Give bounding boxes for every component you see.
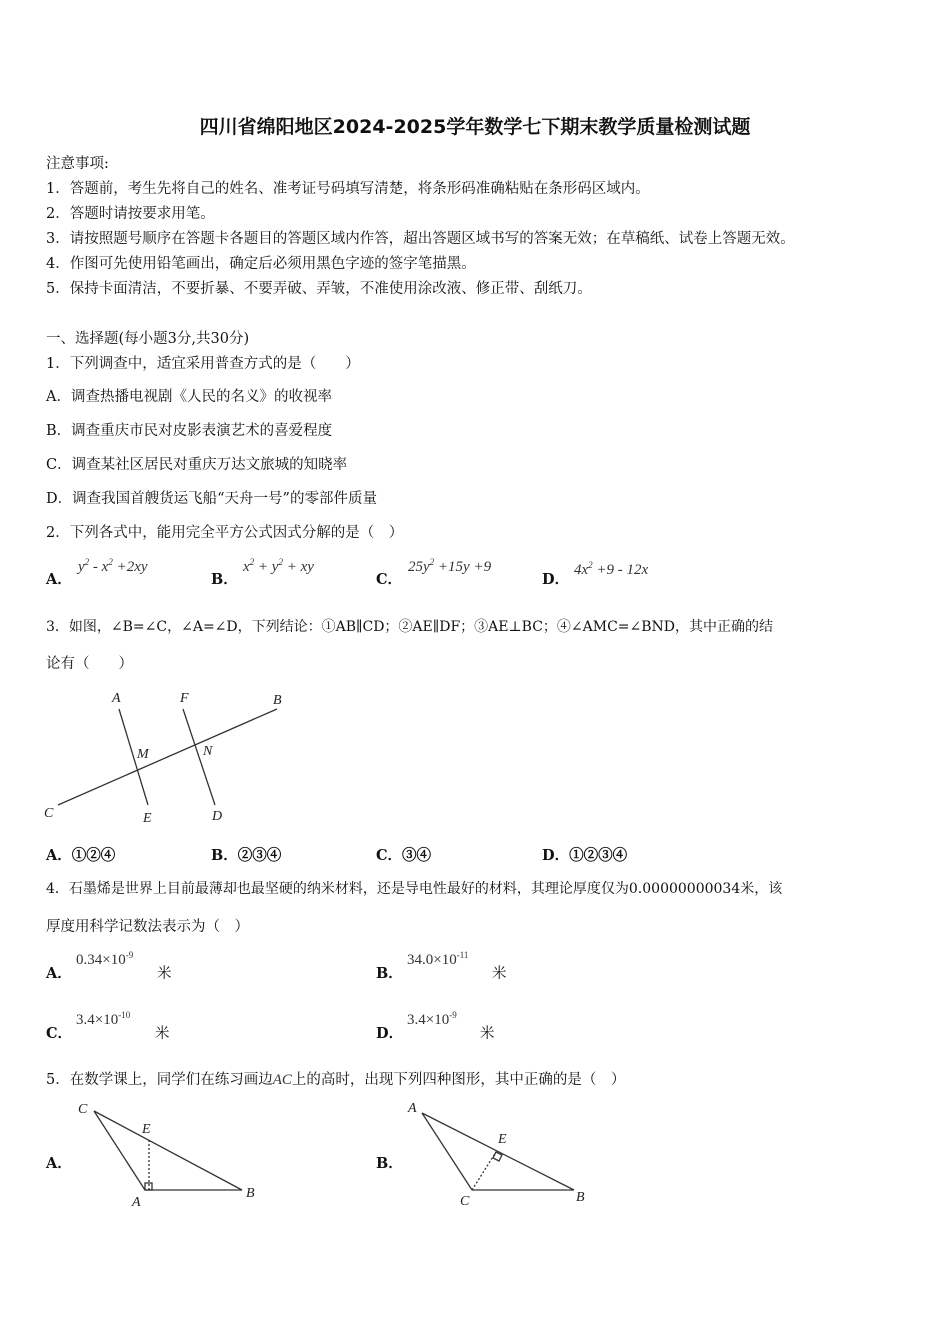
q4-expr-c: $3.4\times 10^{-10}$: [76, 1010, 131, 1028]
q1-option-b: B．调查重庆市民对皮影表演艺术的喜爱程度: [46, 423, 333, 439]
q3-figure: [40, 685, 300, 825]
q1-option-c: C．调查某社区居民对重庆万达文旅城的知晓率: [46, 457, 348, 473]
q5a-label-a: A: [132, 1195, 141, 1210]
q2-label-b: B．: [211, 571, 238, 588]
q2-label-c: C．: [376, 571, 403, 588]
q3-label-b: B: [273, 693, 282, 708]
q5b-label-b: B: [576, 1190, 585, 1205]
q3-label-a: A: [112, 691, 121, 706]
q4-unit-b: 米: [492, 966, 507, 982]
q5b-label-e: E: [498, 1132, 507, 1147]
q4-label-b: B．: [376, 965, 403, 982]
q2-label-d: D．: [542, 571, 570, 588]
q3-option-a: A．①②④: [46, 847, 116, 864]
q4-label-d: D．: [376, 1025, 404, 1042]
notice-item: 3．请按照题号顺序在答题卡各题目的答题区域内作答，超出答题区域书写的答案无效；在草稿纸、试卷上答题无效。: [46, 231, 795, 247]
q4-unit-a: 米: [157, 966, 172, 982]
q5a-label-c: C: [78, 1102, 88, 1117]
section-heading: 一、选择题(每小题3分,共30分): [46, 331, 250, 347]
q4-unit-d: 米: [480, 1026, 495, 1042]
q3-option-b: B．②③④: [211, 847, 282, 864]
q3-label-e: E: [143, 811, 152, 825]
q5a-label-b: B: [246, 1186, 255, 1201]
question-4-stem-cont: 厚度用科学记数法表示为（ ）: [46, 919, 249, 935]
q2-expr-d: $4x^2 +9 - 12x$: [574, 560, 649, 578]
q2-expr-b: $x^2 + y^2$ + xy: [243, 557, 314, 575]
notice-item: 4．作图可先使用铅笔画出，确定后必须用黑色字迹的签字笔描黑。: [46, 256, 476, 272]
q5a-label-e: E: [142, 1122, 151, 1137]
page-title: 四川省绵阳地区2024-2025学年数学七下期末教学质量检测试题: [199, 116, 751, 138]
q5b-label-a: A: [408, 1101, 417, 1116]
notice-item: 1．答题前，考生先将自己的姓名、准考证号码填写清楚，将条形码准确粘贴在条形码区域内。: [46, 181, 650, 197]
q5-figure-b: [400, 1095, 600, 1215]
q4-expr-a: $0.34\times 10^{-9}$: [76, 950, 134, 968]
notice-item: 5．保持卡面清洁，不要折暴、不要弄破、弄皱，不准使用涂改液、修正带、刮纸刀。: [46, 281, 592, 297]
q5b-label-c: C: [460, 1194, 470, 1209]
question-4-stem: 4．石墨烯是世界上目前最薄却也最坚硬的纳米材料，还是导电性最好的材料，其理论厚度仅为0.00000000034米，该: [46, 881, 783, 897]
q3-label-f: F: [180, 691, 189, 706]
q5-label-a: A．: [46, 1155, 72, 1172]
q2-expr-c: $25y^2 +15y +9$: [408, 557, 492, 575]
q2-label-a: A．: [46, 571, 72, 588]
q3-label-n: N: [203, 744, 213, 759]
q3-label-c: C: [44, 806, 54, 821]
q4-unit-c: 米: [155, 1026, 170, 1042]
question-2-stem: 2．下列各式中，能用完全平方公式因式分解的是（ ）: [46, 525, 404, 541]
q3-label-d: D: [212, 809, 223, 824]
question-5-stem: 5．在数学课上，同学们在练习画边AC上的高时，出现下列四种图形，其中正确的是（ ）: [46, 1072, 626, 1088]
q2-expr-a: $y^2 - x^2 +2xy$: [78, 557, 148, 575]
q4-label-a: A．: [46, 965, 72, 982]
q3-label-m: M: [137, 747, 149, 762]
question-1-stem: 1．下列调查中，适宜采用普查方式的是（ ）: [46, 356, 360, 372]
q4-label-c: C．: [46, 1025, 73, 1042]
q3-option-d: D．①②③④: [542, 847, 628, 864]
q1-option-a: A．调查热播电视剧《人民的名义》的收视率: [46, 389, 332, 405]
q1-option-d: D．调查我国首艘货运飞船“天舟一号”的零部件质量: [46, 491, 377, 507]
q5-figure-a: [70, 1095, 270, 1215]
question-3-stem-cont: 论有（ ）: [46, 656, 133, 672]
notice-item: 2．答题时请按要求用笔。: [46, 206, 215, 222]
q4-expr-d: $3.4\times 10^{-9}$: [407, 1010, 457, 1028]
q4-expr-b: $34.0\times 10^{-11}$: [407, 950, 469, 968]
q3-option-c: C．③④: [376, 847, 432, 864]
q5-label-b: B．: [376, 1155, 403, 1172]
notice-heading: 注意事项:: [46, 156, 109, 172]
question-3-stem: 3．如图，∠B=∠C，∠A=∠D，下列结论：①AB∥CD；②AE∥DF；③AE⊥BC；④∠AMC=∠BND，其中正确的结: [46, 619, 774, 635]
